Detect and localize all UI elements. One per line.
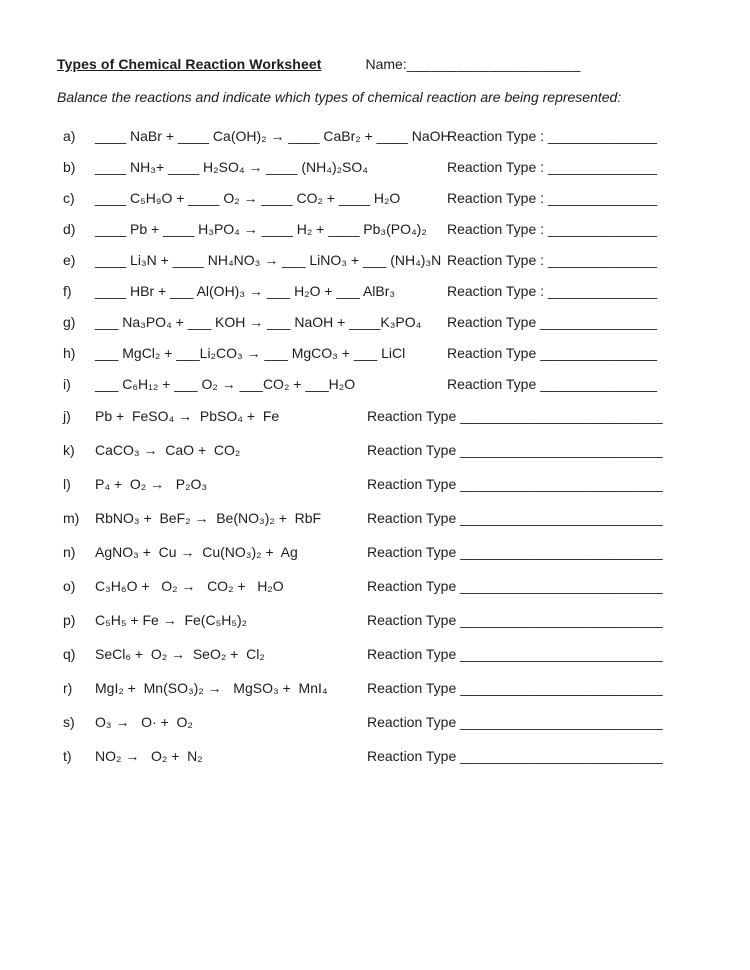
reaction-type-label: Reaction Type [367, 442, 457, 458]
reaction-type [447, 128, 657, 144]
reaction-type-label: Reaction Type [367, 408, 457, 424]
reaction-type [367, 612, 663, 628]
reaction-type-blank-line: ______________ [548, 127, 658, 144]
reaction-type-label: Reaction Type [367, 646, 457, 662]
reaction-type [447, 345, 657, 361]
equation-text: AgNO₃ + Cu → Cu(NO₃)₂ + Ag [95, 544, 298, 560]
reaction-row [57, 151, 710, 182]
reaction-type-blank-line: __________________________ [460, 476, 663, 492]
equation-text: C₅H₅ + Fe → Fe(C₅H₅)₂ [95, 612, 248, 628]
reaction-type [447, 314, 657, 330]
reaction-row [57, 739, 710, 773]
row-letter: o) [63, 578, 76, 594]
reaction-type-blank-line: ______________ [548, 158, 658, 175]
reaction-type-label: Reaction Type [367, 544, 457, 560]
reaction-type-label: Reaction Type [367, 714, 457, 730]
row-letter: i) [63, 375, 71, 392]
reaction-type [447, 283, 657, 299]
reaction-row [57, 433, 710, 467]
reaction-type-label: Reaction Type [447, 313, 537, 330]
reaction-type-label: Reaction Type [447, 375, 537, 392]
equation-text: P₄ + O₂ → P₂O₃ [95, 476, 208, 492]
equation-text: ___ C₆H₁₂ + ___ O₂ → ___CO₂ + ___H₂O [95, 375, 356, 392]
reaction-type-blank-line: __________________________ [460, 748, 663, 764]
reaction-type-label: Reaction Type : [447, 189, 545, 206]
reaction-type-label: Reaction Type [367, 612, 457, 628]
reaction-type-blank-line: __________________________ [460, 714, 663, 730]
equation-text: Pb + FeSO₄ → PbSO₄ + Fe [95, 408, 280, 424]
reaction-type-label: Reaction Type : [447, 251, 545, 268]
reaction-type-label: Reaction Type [447, 344, 537, 361]
reaction-row [57, 213, 710, 244]
reaction-type-label: Reaction Type [367, 476, 457, 492]
reaction-type-label: Reaction Type : [447, 220, 545, 237]
row-letter: a) [63, 127, 76, 144]
equation-text: SeCl₆ + O₂ → SeO₂ + Cl₂ [95, 646, 265, 662]
reaction-type-blank-line: __________________________ [460, 578, 663, 594]
reaction-type-label: Reaction Type [367, 748, 457, 764]
equation-text: C₃H₆O + O₂ → CO₂ + H₂O [95, 578, 284, 594]
reaction-type [447, 376, 657, 392]
equation-text: ____ Li₃N + ____ NH₄NO₃ → ___ LiNO₃ + ___ (NH₄)₃N [95, 251, 442, 268]
reaction-row [57, 705, 710, 739]
reaction-type-blank-line: _______________ [540, 344, 658, 361]
reaction-type-label: Reaction Type [367, 578, 457, 594]
reaction-type [367, 476, 663, 492]
reaction-type-blank-line: __________________________ [460, 544, 663, 560]
reaction-type-blank-line: _______________ [540, 375, 658, 392]
row-letter: m) [63, 510, 80, 526]
equation-text: ____ C₅H₉O + ____ O₂ → ____ CO₂ + ____ H₂O [95, 189, 401, 206]
reaction-type-label: Reaction Type [367, 680, 457, 696]
worksheet-title: Types of Chemical Reaction Worksheet [57, 56, 322, 72]
reaction-type-blank-line: __________________________ [460, 408, 663, 424]
reaction-type [367, 748, 663, 764]
reaction-row [57, 306, 710, 337]
row-letter: s) [63, 714, 75, 730]
reaction-type-label: Reaction Type : [447, 127, 545, 144]
equation-text: ___ MgCl₂ + ___Li₂CO₃ → ___ MgCO₃ + ___ LiCl [95, 344, 406, 361]
reaction-row [57, 120, 710, 151]
equation-text: NO₂ → O₂ + N₂ [95, 748, 203, 764]
reaction-row [57, 467, 710, 501]
equation-text: ____ HBr + ___ Al(OH)₃ → ___ H₂O + ___ AlBr₃ [95, 282, 396, 299]
reaction-row [57, 244, 710, 275]
row-letter: t) [63, 748, 72, 764]
name-field [366, 56, 581, 72]
equation-text: ____ Pb + ____ H₃PO₄ → ____ H₂ + ____ Pb₃(PO₄)₂ [95, 220, 427, 237]
row-letter: f) [63, 282, 72, 299]
reaction-row [57, 535, 710, 569]
reaction-type-label: Reaction Type : [447, 158, 545, 175]
reaction-row [57, 603, 710, 637]
equation-text: O₃ → O· + O₂ [95, 714, 193, 730]
equation-text: ____ NH₃+ ____ H₂SO₄ → ____ (NH₄)₂SO₄ [95, 158, 368, 175]
row-letter: h) [63, 344, 76, 361]
reaction-type [367, 714, 663, 730]
row-letter: g) [63, 313, 76, 330]
name-label: Name: [365, 56, 407, 72]
reaction-row [57, 569, 710, 603]
row-letter: b) [63, 158, 76, 175]
reaction-type [367, 510, 663, 526]
row-letter: l) [63, 476, 71, 492]
equation-text: CaCO₃ → CaO + CO₂ [95, 442, 241, 458]
reaction-type [447, 252, 657, 268]
reaction-type [367, 646, 663, 662]
reaction-list [57, 120, 710, 773]
reaction-type-blank-line: ______________ [548, 189, 658, 206]
reaction-type-blank-line: ______________ [548, 251, 658, 268]
reaction-type-blank-line: __________________________ [460, 442, 663, 458]
reaction-type [447, 221, 657, 237]
equation-text: RbNO₃ + BeF₂ → Be(NO₃)₂ + RbF [95, 510, 322, 526]
name-blank-line: _____________________ [406, 56, 581, 72]
reaction-row [57, 368, 710, 399]
reaction-type [367, 408, 663, 424]
equation-text: ____ NaBr + ____ Ca(OH)₂ → ____ CaBr₂ + ____ NaOH [95, 127, 451, 144]
reaction-type-blank-line: __________________________ [460, 612, 663, 628]
row-letter: d) [63, 220, 76, 237]
row-letter: k) [63, 442, 75, 458]
reaction-type-blank-line: __________________________ [460, 680, 663, 696]
reaction-type-blank-line: ______________ [548, 282, 658, 299]
reaction-row [57, 501, 710, 535]
worksheet-header [57, 56, 710, 72]
reaction-row [57, 275, 710, 306]
row-letter: c) [63, 189, 75, 206]
reaction-type [447, 159, 657, 175]
reaction-type [367, 578, 663, 594]
reaction-type-label: Reaction Type [367, 510, 457, 526]
reaction-row [57, 182, 710, 213]
reaction-row [57, 637, 710, 671]
row-letter: e) [63, 251, 76, 268]
row-letter: p) [63, 612, 76, 628]
reaction-type [447, 190, 657, 206]
row-letter: n) [63, 544, 76, 560]
reaction-type-label: Reaction Type : [447, 282, 545, 299]
reaction-row [57, 399, 710, 433]
instruction-text: Balance the reactions and indicate which types of chemical reaction are being represented: [57, 89, 622, 105]
reaction-type-blank-line: __________________________ [460, 510, 663, 526]
reaction-type-blank-line: __________________________ [460, 646, 663, 662]
reaction-type-blank-line: _______________ [540, 313, 658, 330]
row-letter: j) [63, 408, 71, 424]
reaction-row [57, 337, 710, 368]
equation-text: MgI₂ + Mn(SO₃)₂ → MgSO₃ + MnI₄ [95, 680, 328, 696]
row-letter: q) [63, 646, 76, 662]
equation-text: ___ Na₃PO₄ + ___ KOH → ___ NaOH + ____K₃PO₄ [95, 313, 422, 330]
row-letter: r) [63, 680, 73, 696]
reaction-type [367, 544, 663, 560]
reaction-type-blank-line: ______________ [548, 220, 658, 237]
reaction-type [367, 680, 663, 696]
reaction-row [57, 671, 710, 705]
reaction-type [367, 442, 663, 458]
